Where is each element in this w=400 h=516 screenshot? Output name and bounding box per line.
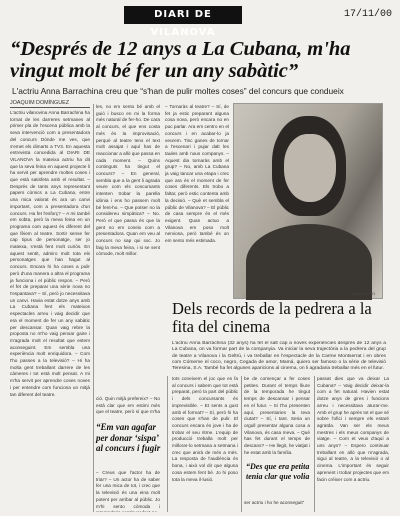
byline-rule <box>10 107 90 108</box>
article-column-3b: tots coneixem el joc que es fa al concurs i sabem que tot està preparat, però la part del públic i dels concursants és imprevisible. – Et sents a gust amb el format? – Sí, però hi ha coses que s'han de pulir. El concurs encara és jove i ha de trobar el seu ritme. L'equip de producció treballa molt per millorar-lo setmana a setmana i crec que anirà de més a més. La resposta de l'audiència és bona, i això vol dir que alguna cosa estem fent bé. Jo hi poso tota la meva il·lusió. <box>172 376 238 482</box>
photo-shoulder-shape <box>246 224 372 300</box>
portrait-photo <box>233 103 383 299</box>
column-divider <box>93 104 94 512</box>
headline: “Després de 12 anys a La Cubana, m'ha vingut molt bé fer un any sabàtic” <box>10 38 351 82</box>
article-column-2: les, no em sento bé amb el guió i busco en mi la forma més natural de fer-ho. De cara al concurs, el que ens costa més és la improvisació, perquè al teatre tens el text molt assajat i aquí has de reaccionar a allò que passa en cada moment. – Quins continguts ha tingut el concurs? – En general, sembla que a la gent li agrada veure com els concursants intenten trobar la parella idònia i ens ho passem molt bé fent-ho. – Que potser no la considereu simpàtica? – No. Però el que passa és que la gent no em coneix com a presentadora. Quan em veu al concurs no sap qui soc. Jo faig la meva feina, i si se sent còmode, molt millor. <box>96 104 160 257</box>
byline: JOAQUIM DOMÍNGUEZ <box>10 100 69 106</box>
pull-quote-2: “Des que era petita tenia clar que volia <box>246 462 310 481</box>
article-column-5: passat dies que va deixar La Cubana? – Vaig decidir deixar-la com a fet natural. Havien estat dotze anys de gires i funcions arreu i necessitava aturar-me. Amb el grup he après tot el que sé sobre l'ofici i sempre els estaré agraïda. Van ser els meus mestres i els meus companys de viatge. – Com et veus d'aquí a uns anys? – Espero continuar treballant en allò que m'agrada, sigui al teatre, a la televisió o al cinema. L'important és seguir aprenent i trobar projectes que em facin créixer com a actriu. <box>317 376 389 482</box>
article-column-3: – Tornaràs al teatre? – Sí, de fet ja estic preparant alguna cosa nova, però encara no en puc parlar. Ara em centro en el concurs i en acabar-lo ja veurem. Tinc ganes de tornar a l'escenari i pujar dalt les taules amb nous companys. – Aquest dia tornaràs amb el grup? – No, amb La Cubana ja vaig tancar una etapa i crec que ara és el moment de fer coses diferents. Els trobo a faltar, però estic contenta amb la decisió. – Què et sembla el públic de Vilanova? – El públic de casa sempre és el més exigent. Quan actuo a Vilanova em poso molt nerviosa, però també és on em sento més estimada. <box>165 104 229 244</box>
article-column-4: be de començar a fer coses petites. Durant el temps lliure de la temporada he tingut temps de descansar i pensar en el futur. – Si t'ho presenten aquí, presentaries la teva ciutat? – Sí, i tant. Seria un orgull presentar alguna cosa a Vilanova, és casa meva. – Què has fet durant el temps de descans? – He llegit, he viatjat i he estat amb la família. <box>244 376 310 455</box>
issue-date: 17/11/00 <box>343 9 392 20</box>
article-column-2b: ció. Quin mitjà prefereix? – No està clar que em estimi més que el teatre, però sí que m'ha <box>96 396 160 415</box>
column-divider <box>241 376 242 512</box>
article-column-4b: ser actriu i ho he aconseguit” <box>244 500 305 505</box>
photo-face-shape <box>284 134 336 202</box>
deck-subtitle: L'actriu Anna Barrachina creu que “s'han de pulir moltes coses” del concurs que condueix <box>12 86 344 96</box>
photo-credit: JOANA ROIG <box>352 292 376 296</box>
newspaper-logo: DIARI DE VILANOVA <box>124 6 242 24</box>
masthead <box>8 6 392 38</box>
column-divider <box>167 376 168 512</box>
photo-caption: L'actriu Anna Barrachina (32 anys) ha fet el salt cap a noves experiències després de 12 anys a La Cubana, on va formar part de la companyia. Va iniciar la seva trajectòria a la pedrera del grup de teatre a Vilanova i la Geltrú, i va treballar en l'espectacle de la Carme Montserrat i en obres com Cómeme el coco, negro, Cegada de amor, Mamá, quiero ser famoso o la sèrie de televisió Teresina, S.A. També ha fet algunes aparicions al cinema, on li agradaria treballar més en el futur. <box>172 341 386 371</box>
article-column-2c: – Creus que l'actor ha de triar? – Un actor ha de saber fer una mica de tot, i crec que la televisió és una eina molt potent per arribar al públic. Jo m'hi sento còmoda i <box>96 470 160 509</box>
article-column-1: L'actriu vilanovina Anna Barrachina ha tornat de les darreres setmanes al primer pla de l'escena pública amb la seva intervenció com a presentadora del concurs Dónde me ves, que s'emet els dimarts a TV3. En aquesta entrevista concedida al DIARI DE VILANOVA la mateixa actriu ha dit que la seva feina en aquest projecte li ha servit per aprendre moltes coses i que està satisfeta amb el resultat. – Després de tants anys representant papers còmics a La Cubana, entre una mica valorat és ara un canvi important, com a presentadora d'un concurs. Ha fet l'esforç? – A mi també em sobta, però la meva feina en un programa com aquest és diferent del que fèiem al teatre. Sortir sense fer cap tipus de personatge, ser jo mateixa, s'està fent molt curiós. En aquest sentit, admiro molt tota els personatges que han hagut al concurs. Encara hi ha coses a pulir però d'una manera o altra el programa ja funciona i el públic respon. – Però el fet de preparar una sèrie nova no t'espantava? – Sí, però jo necessitava un canvi. Havia estat dotze anys amb La Cubana fent els mateixos espectacles arreu i vaig decidir que era el moment de fer un any sabàtic per descansar. Quan vaig rebre la proposta no m'ho vaig pensar gaire i m'agrada molt el resultat que estem aconseguint. Em sembla una experiència molt enriquidora. – Com t'ho passes a la televisió? – Hi ha molta gent treballant darrere de les càmeres i tot està molt pensat. A mi m'ha servit per aprendre coses noves i per entendre com funciona un mitjà tan diferent del teatre. <box>10 110 90 397</box>
column-divider <box>314 376 315 512</box>
photo-feature-title: Dels records de la pedrera a la fita del cinema <box>172 299 372 336</box>
pull-quote: “Em van agafar per donar ‘sispa’ al concurs i fugir <box>96 422 161 453</box>
